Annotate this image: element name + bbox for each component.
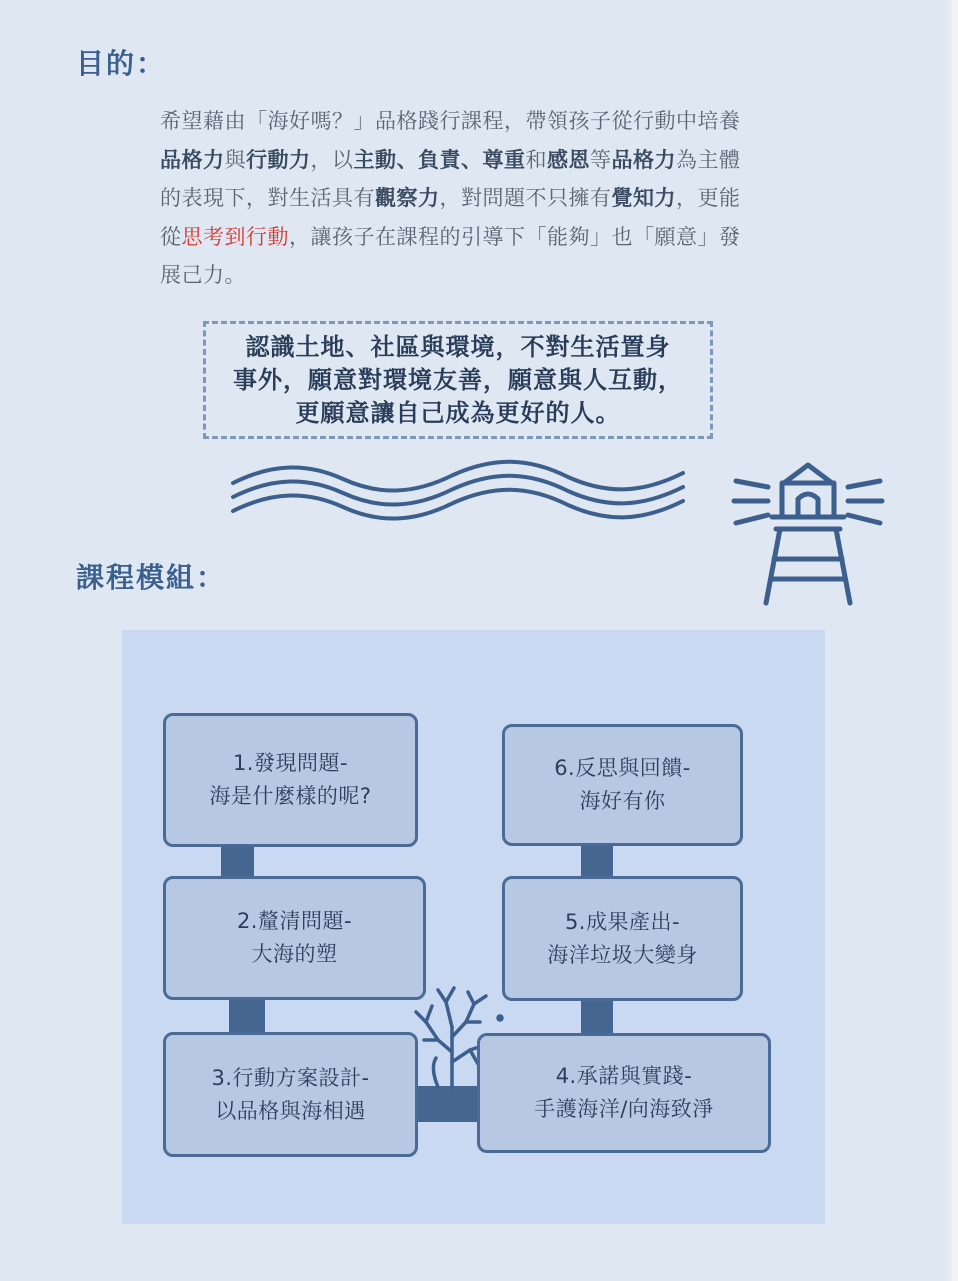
intro-bold: 觀察力 <box>375 186 440 210</box>
module-subtitle: 大海的塑 <box>251 942 338 966</box>
intro-bold: 品格力 <box>160 147 225 172</box>
intro-text: 等 <box>590 147 612 172</box>
module-card-2 <box>163 876 426 1000</box>
module-card-6 <box>502 724 743 846</box>
module-card-1 <box>163 713 418 847</box>
connector <box>581 999 613 1035</box>
intro-text: ，對問題不只擁有 <box>439 186 612 210</box>
module-title: 4.承諾與實踐- <box>555 1064 693 1088</box>
intro-bold: 行動力 <box>246 147 311 172</box>
motto-line: 認識土地、社區與環境，不對生活置身 <box>245 332 671 361</box>
module-subtitle: 海洋垃圾大變身 <box>547 942 698 967</box>
module-title: 3.行動方案設計- <box>211 1065 370 1090</box>
motto-text <box>233 331 683 430</box>
wave-icon <box>228 455 688 525</box>
module-subtitle: 海是什麼樣的呢? <box>209 784 372 808</box>
motto-line: 事外，願意對環境友善，願意與人互動， <box>233 365 683 394</box>
intro-bold: 品格力 <box>611 147 676 172</box>
connector <box>229 997 265 1035</box>
module-title: 1.發現問題- <box>232 751 349 775</box>
intro-text: ，更能從 <box>160 186 741 249</box>
module-subtitle: 手護海洋/向海致淨 <box>534 1097 714 1121</box>
intro-bold: 感恩 <box>547 147 590 172</box>
intro-text: ，讓孩子在課程的引導下「能夠」也「願意」發展己力。 <box>160 224 741 287</box>
module-card-5 <box>502 876 743 1001</box>
purpose-intro <box>160 102 760 295</box>
module-card-4 <box>477 1033 771 1153</box>
intro-text: 和 <box>525 147 547 172</box>
intro-bold: 覺知力 <box>611 186 676 210</box>
intro-highlight: 思考到行動 <box>181 224 289 249</box>
modules-heading: 課程模組： <box>76 561 227 594</box>
module-subtitle: 海好有你 <box>579 789 666 813</box>
module-title: 6.反思與回饋- <box>554 756 691 780</box>
intro-text: 希望藉由「海好嗎？」品格踐行課程，帶領孩子從行動中培養 <box>160 109 741 133</box>
connector <box>581 844 613 878</box>
lighthouse-icon <box>728 455 888 615</box>
intro-text: 與 <box>224 147 246 172</box>
module-subtitle: 以品格與海相遇 <box>215 1098 366 1123</box>
intro-bold: 主動、負責、尊重 <box>353 147 526 172</box>
motto-box <box>203 321 713 439</box>
motto-line: 更願意讓自己成為更好的人。 <box>295 398 621 427</box>
module-card-3 <box>163 1032 418 1157</box>
intro-text: 為主體的表現下，對生活具有 <box>160 147 741 210</box>
module-title: 2.釐清問題- <box>236 909 353 933</box>
connector <box>221 845 254 878</box>
module-title: 5.成果產出- <box>564 909 681 934</box>
intro-text: ，以 <box>310 147 354 172</box>
purpose-heading: 目的： <box>76 47 167 80</box>
